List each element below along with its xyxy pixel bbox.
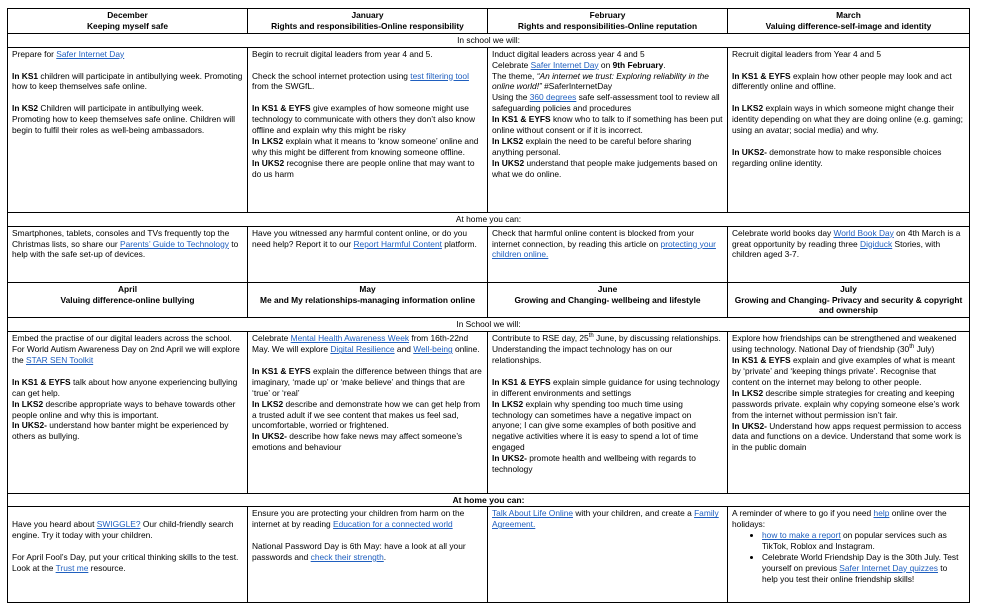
band-at-home-1: At home you can: (8, 212, 970, 226)
cell-december-school: Prepare for Safer Internet Day In KS1 children will participate in antibullying week. Promoting how to keep themselves safe online. In KS2 Children will participate in antibullying week. Promoting how to keep themselves safe online. Children will begin to fulfil their roles as well-being ambassadors. (8, 47, 248, 212)
link-trust-me[interactable]: Trust me (55, 562, 89, 573)
link-digital-resilience[interactable]: Digital Resilience (330, 344, 395, 355)
link-report-harmful-content[interactable]: Report Harmful Content (353, 238, 442, 249)
month-header-march: March Valuing difference-self-image and identity (728, 9, 970, 34)
cell-july-school: Explore how friendships can be strengthened and weakened using technology. National Day of friendship (30th July) In KS1 & EYFS explain and give examples of what is meant by ‘private’ and ‘keeping things private’. Recognise that content on the internet may belong to other people. In LKS2 describe simple strategies for creating and keeping passwords private. explain why copying someone else’s work from the internet without permission isn’t fair. In UKS2- Understand how apps request permission to access data and functions on a device. Understand that some work is in the public domain (728, 332, 970, 494)
cell-july-home: A reminder of where to go if you need help online over the holidays: • how to make a report on popular services such as TikTok, Roblox and Instagram. • Celebrate World Friendship Day is the 30th July. Test yourself on previous Safer Internet Day quizzes to help you test their online friendship skills! (728, 507, 970, 603)
link-parents-guide[interactable]: Parents’ Guide to Technology (119, 238, 229, 249)
link-protecting-children[interactable]: protecting your children online. (492, 238, 716, 260)
month-header-june: June Growing and Changing- wellbeing and lifestyle (488, 282, 728, 318)
link-education-connected-world[interactable]: Education for a connected world (333, 519, 453, 530)
month-header-february: February Rights and responsibilities-Online reputation (488, 9, 728, 34)
band-in-school-2: In School we will: (8, 318, 970, 332)
link-test-filtering-tool[interactable]: test filtering tool (410, 70, 469, 81)
link-safer-internet-day-quizzes[interactable]: Safer Internet Day quizzes (839, 562, 938, 573)
july-home-list (732, 530, 965, 585)
link-swiggle[interactable]: SWIGGLE? (96, 519, 141, 530)
link-help[interactable]: help (873, 508, 890, 519)
link-360-degrees[interactable]: 360 degrees (529, 92, 577, 103)
month-header-july: July Growing and Changing- Privacy and security & copyright and ownership (728, 282, 970, 318)
link-mental-health-week[interactable]: Mental Health Awareness Week (290, 333, 410, 344)
link-safer-internet-day-feb[interactable]: Safer Internet Day (530, 59, 599, 70)
cell-may-school: Celebrate Mental Health Awareness Week from 16th-22nd May. We will explore Digital Resilience and Well-being online. In KS1 & EYFS explain the difference between things that are imaginary, ‘made up’ or ‘make believe’ and things that are ‘true’ or ‘real’ In LKS2 describe and demonstrate how we can get help from a trusted adult if we see content that makes us feel sad, uncomfortable, worried or frightened. In UKS2- describe how fake news may affect someone’s emotions and behaviour (248, 332, 488, 494)
curriculum-table (7, 8, 970, 603)
link-well-being[interactable]: Well-being (413, 344, 453, 355)
link-family-agreement[interactable]: Family Agreement. (492, 508, 719, 530)
month-header-january: January Rights and responsibilities-Online responsibility (248, 9, 488, 34)
link-digiduck[interactable]: Digiduck (860, 238, 893, 249)
cell-april-home: Have you heard about SWIGGLE? Our child-friendly search engine. Try it today with your children. For April Fool’s Day, put your critical thinking skills to the test. Look at the Trust me resource. (8, 507, 248, 603)
link-safer-internet-day[interactable]: Safer Internet Day (56, 48, 125, 59)
link-check-strength[interactable]: check their strength (310, 551, 384, 562)
link-world-book-day[interactable]: World Book Day (833, 227, 894, 238)
cell-march-home: Celebrate world books day World Book Day on 4th March is a great opportunity by reading three Digiduck Stories, with children aged 3-7. (728, 226, 970, 282)
list-item: • Celebrate World Friendship Day is the 30th July. Test yourself on previous Safer Internet Day quizzes to help you test their online friendship skills! (762, 552, 965, 585)
link-star-sen-toolkit[interactable]: STAR SEN Toolkit (25, 355, 94, 366)
month-header-april: April Valuing difference-online bullying (8, 282, 248, 318)
cell-february-school: Induct digital leaders across year 4 and 5 Celebrate Safer Internet Day on 9th February. The theme, “An internet we trust: Exploring reliability in the online world!” #SaferInternetDay Using the 360 degrees safe self-assessment tool to review all safeguarding policies and procedures In KS1 & EYFS know who to talk to if something has been put online without consent or if it is incorrect. In LKS2 explain the need to be careful before sharing anything personal. In UKS2 understand that people make judgements based on what we do online. (488, 47, 728, 212)
cell-december-home: Smartphones, tablets, consoles and TVs frequently top the Christmas lists, so share our Parents’ Guide to Technology to help with the safe set-up of devices. (8, 226, 248, 282)
cell-march-school: Recruit digital leaders from Year 4 and 5 In KS1 & EYFS explain how other people may look and act differently online and offline. In LKS2 explain ways in which someone might change their identity depending on what they are doing online (e.g. gaming; using an avatar; social media) and why. In UKS2- demonstrate how to make responsible choices regarding online identity. (728, 47, 970, 212)
cell-june-school: Contribute to RSE day, 25th June, by discussing relationships. Understanding the impact technology has on our relationships. In KS1 & EYFS explain simple guidance for using technology in different environments and settings In LKS2 explain why spending too much time using technology can sometimes have a negative impact on anyone; I can give some examples of both positive and negative activities where it is easy to spend a lot of time engaged In UKS2- promote health and wellbeing with regards to technology (488, 332, 728, 494)
cell-april-school: Embed the practise of our digital leaders across the school. For World Autism Awareness Day on 2nd April we will explore the STAR SEN Toolkit In KS1 & EYFS talk about how anyone experiencing bullying can get help. In LKS2 describe appropriate ways to behave towards other people online and why this is important. In UKS2- understand how banter might be experienced by others as bullying. (8, 332, 248, 494)
cell-january-school: Begin to recruit digital leaders from year 4 and 5. Check the school internet protection using test filtering tool from the SWGfL. In KS1 & EYFS give examples of how someone might use technology to communicate with others they don’t also know offline and explain why this might be risky In LKS2 explain what it means to ‘know someone’ online and why this might be different from knowing someone offline. In UKS2 recognise there are people online that may want to do us harm (248, 47, 488, 212)
link-talk-about-life-online[interactable]: Talk About Life Online (492, 508, 574, 519)
cell-february-home: Check that harmful online content is blocked from your internet connection, by reading this article on protecting your children online. (488, 226, 728, 282)
cell-january-home: Have you witnessed any harmful content online, or do you need help? Report it to our Report Harmful Content platform. (248, 226, 488, 282)
cell-may-home: Ensure you are protecting your children from harm on the internet at by reading Education for a connected world National Password Day is 6th May: have a look at all your passwords and check their strength. (248, 507, 488, 603)
band-at-home-2: At home you can: (8, 494, 970, 507)
band-in-school-1: In school we will: (8, 33, 970, 47)
month-header-may: May Me and My relationships-managing information online (248, 282, 488, 318)
list-item: • how to make a report on popular services such as TikTok, Roblox and Instagram. (762, 530, 965, 552)
month-header-december: December Keeping myself safe (8, 9, 248, 34)
link-how-to-make-report[interactable]: how to make a report (762, 530, 841, 541)
cell-june-home: Talk About Life Online with your children, and create a Family Agreement. (488, 507, 728, 603)
